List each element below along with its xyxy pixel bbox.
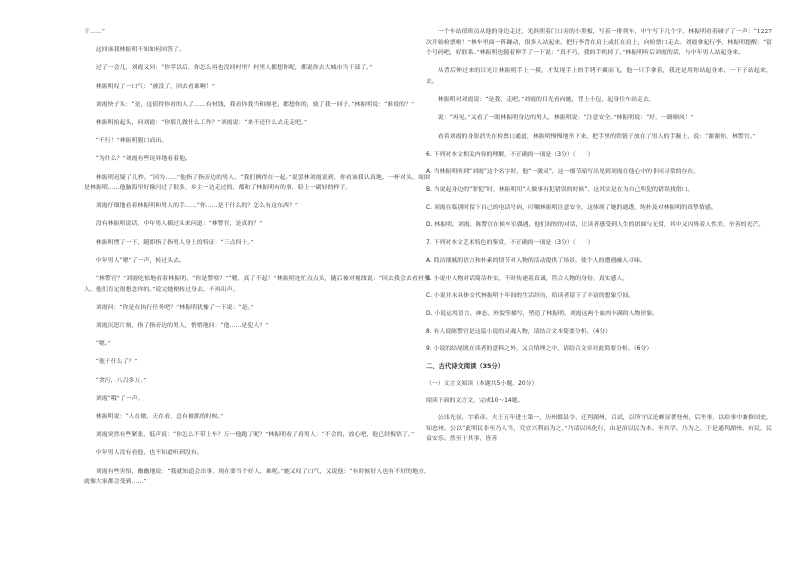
story-paragraph: 中年男人没有看他，也不知道听到没有。 bbox=[95, 450, 203, 457]
question-item: B. 当说起身边的“罪犯”时，林振明用“人做事有犯错误的时候”，这其实是在为自己所犯的错误找借口。 bbox=[426, 187, 694, 194]
story-paragraph: “为什么？”刘霞有些诧异地看着他。 bbox=[95, 156, 192, 163]
story-paragraph: 刘霞沉思片刻，指了指旁边的男人，悄悄地问：“他……是犯人？” bbox=[95, 323, 269, 329]
story-paragraph: 刘霞突然有些紧张，低声说：“你怎么不带上车？万一他跑了呢？”林振明看了看男人：“不会的，放心吧，他已经悔悟了。” bbox=[95, 432, 415, 439]
story-paragraph: 没有林振明说话，中年男人插过头来问道：“林警官，是真的？” bbox=[95, 221, 263, 228]
story-paragraph: 林振明叹了一口气：“被没了，回去看谁啊！” bbox=[95, 83, 215, 90]
question-item: C. 刘霞在临别时留下自己的电话号码，叮嘱林振明注意安全，这体现了她的通透、纯朴及对林振明的真挚情感。 bbox=[426, 204, 717, 211]
question-item: 7. 下列对本文艺术特色的鉴赏，不正确的一项是（3分）（ ） bbox=[426, 240, 594, 247]
story-paragraph: 刘霞有些害怕，幽幽地说：“我就知道会出事，现在要当个好人，难呢。”她又叹了口气，又说他：“有时候好人也有不好的地方，就像大家都会受到……” bbox=[84, 468, 430, 486]
story-paragraph: 林振明对刘霞说：“是我，走吧。”刘霞的目光看向她，背上小包，起身往车站走去， bbox=[437, 97, 655, 104]
section-instruction: 阅读下面的文言文，完成10～14题。 bbox=[426, 397, 524, 404]
question-item: 8. 有人说陈警官是这篇小说的灵魂人物，请结合文本简要分析。（4分） bbox=[426, 328, 612, 335]
question-item: 6. 下列对本文相关内容的理解，不正确的一项是（3分）（ ） bbox=[426, 151, 594, 158]
story-paragraph: 刘霞问：“你是在执行任务吧？”林振明犹豫了一下说：“是。” bbox=[95, 304, 254, 311]
left-column bbox=[84, 27, 430, 495]
section-heading: 二、古代诗文阅读（35分） bbox=[426, 362, 505, 370]
right-column bbox=[426, 27, 772, 452]
story-paragraph: 从背后伸过来的目光让林振明手上一摸，才发现手上的手铐不翼而飞。他一只手拿着，我还是用你站起身来，一下子站起来，去。 bbox=[426, 68, 772, 85]
question-item: D. 小说运用语言、神态、外貌等描写，塑造了林振明、刘霞这两个血肉丰满的人物形象。 bbox=[426, 310, 659, 317]
story-paragraph: “他干什么了？” bbox=[95, 359, 138, 366]
story-paragraph: 林振明愣了一下，随即指了指男人身上的特证：“三点四十。” bbox=[95, 239, 254, 246]
story-paragraph: 林振明迟疑了几秒。“因为……”他指了指旁边的男人，“我们俩得在一起。”说罢林刘霞说到，你看该我认真地，一杯对头，周围是林振明……他脑海里好像闪过了很多，乡主一边走过的，都和了林振明有的事，脸上一副轻的样子。 bbox=[84, 174, 430, 192]
story-paragraph: 中年男人“嗯”了一声，转过头去。 bbox=[95, 257, 186, 264]
story-paragraph: 过了一会儿，刘霞又问：“你苹以后，你怎么再也没回村里？村里人都想你呢，都说你去大城市当干部了。” bbox=[95, 65, 373, 72]
story-paragraph: “林警官？”刘霞吃惊地看着林振明，“你是警察？”“嗯，真了不起！”林振明连忙点点头，随后被对视线说：“回去我会去看村里人，他们肯定很想念你的。”说完她便转过身去，不再出声。 bbox=[84, 276, 430, 293]
story-paragraph: 刘霞仔细地看着林振明和男人的手……“你……是干什么的？怎么有这东西？” bbox=[95, 203, 298, 210]
question-item: A. 简洁细腻的语言和朴素的情节对人物的活动提供了场景，使个人的遭遇融入寻味。 bbox=[426, 257, 646, 264]
question-item: 9. 小说的结尾既在读者的意料之外，又合情理之中，请结合文章对此简要分析。（6分） bbox=[426, 346, 653, 353]
story-paragraph: 刘霞快子头：“是，这值得你看的人了……有材钱，我看你我当和刚老。都想你的，致了我一回子。”林振明说：“谁说的？” bbox=[95, 101, 415, 108]
story-paragraph: 说：“再见。”又看了一眼林振明身边的男人，林振明说：“注意安全。”林振明说：“好，一路顺风！” bbox=[437, 115, 694, 122]
story-paragraph: 看着刘霞的身影消失在检票口通道，林振明慢慢地坐下来，把手里的铁链子放在了男人的手腕上，说：“谢谢你，林警官。” bbox=[437, 133, 756, 140]
story-paragraph: 刘霞“哦”了一声。 bbox=[95, 395, 144, 402]
story-paragraph: 林振明说：“人在做，天在看，总有被抓的时候。” bbox=[95, 413, 224, 420]
section-instruction: （一）文言文阅读（本题共5小题，20分） bbox=[426, 380, 538, 387]
question-item: D. 林振明、刘霞、陈警官在候车室偶遇，他们间短的对话，让读者感受到人生的团圆与无常，其中又闪烁着人性美、至善的光芒。 bbox=[426, 222, 765, 229]
story-paragraph: “贪污，八百多万。” bbox=[95, 377, 147, 384]
story-paragraph: 林振明抬起头，问刘霞：“你那儿做什么工作？”刘霞说：“来不还什么去走走吧。” bbox=[95, 119, 308, 126]
story-paragraph: 公讳光显，字希彦。夫王五年进士第一，历州郡县令、迁判湖州，召试，以所守议论颇显著登州，后坐事，以给事中兼修国史，知忠州。公以“此明民非至乃人当，究宜兴利而为之，”乃请以风化行，由是治以民为本。至其学，乃为之，于是通判湖州。有民，民益安乐。然至于其事，皆善 bbox=[426, 414, 772, 443]
question-item: B. 小说中人物对话简洁朴实，不时传递着真诚，符合人物的身份，真实感人。 bbox=[426, 275, 629, 282]
story-paragraph: “嗯。” bbox=[95, 341, 111, 348]
question-item: C. 小说并未具体交代林振明十年间的生活经历，给读者留下了丰富的想象空间。 bbox=[426, 293, 635, 300]
story-paragraph: 一个车站值班员从他的身边走过，光斜照着门口旁的小黑板，写着一排列车，中午写下几个字，林振明看着碰子了一声：“1227次开始检票啦！”林车里面一阵躁动，很多人站起来。把行李背在肩上或扛在肩上，向检票口走去。刘霞拿起行李，林振明提醒：“留个号码吧，好联系。”林振明也随着伸手了一下说：“真不巧，我的手机掉了。”林振明听后刘霞的话，与中年男人站起身来。 bbox=[426, 29, 772, 57]
story-paragraph: 于……” bbox=[84, 29, 105, 35]
story-paragraph: 这回该我林振明不知如何回答了。 bbox=[95, 47, 185, 54]
question-item: A. 当林振明听到“刘霞”这个名字时，他“一激灵”，这一细节暗写出见到刘霞在他心中的非同寻常的存在。 bbox=[426, 169, 700, 176]
story-paragraph: “不行！”林振明脱口而出。 bbox=[95, 138, 168, 145]
